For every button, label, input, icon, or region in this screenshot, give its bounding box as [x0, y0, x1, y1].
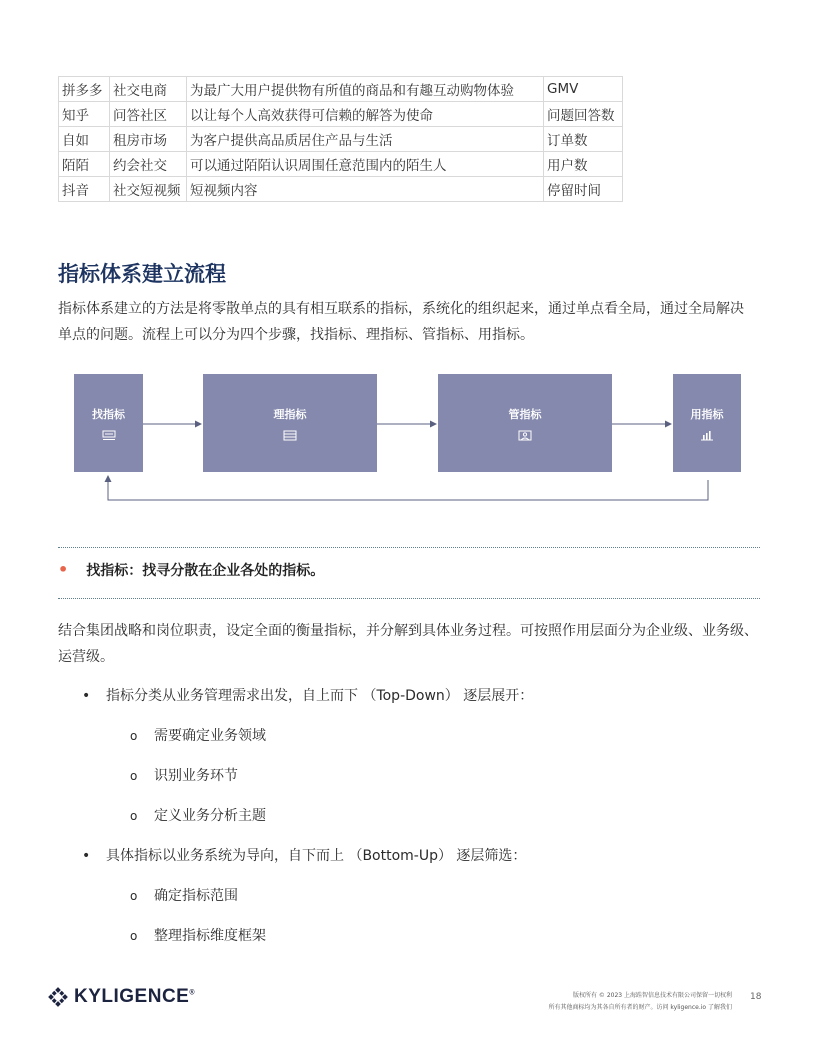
dotted-divider: [58, 547, 760, 548]
dotted-divider: [58, 598, 760, 599]
table-row: [59, 127, 623, 152]
table-cell: 短视频内容: [187, 177, 544, 202]
bullet-icon: •: [82, 848, 91, 864]
intro-line: 指标体系建立的方法是将零散单点的具有相互联系的指标，系统化的组织起来，通过单点看全局，通过全局解决: [58, 301, 744, 317]
sub-list-item: [130, 885, 238, 905]
table-cell: 为最广大用户提供物有所值的商品和有趣互动购物体验: [187, 77, 544, 102]
table-cell: 订单数: [544, 127, 623, 152]
table-cell: 租房市场: [110, 127, 187, 152]
list-item-text: 指标分类从业务管理需求出发，自上而下 （Top-Down） 逐层展开：: [106, 688, 534, 704]
step-manage-metrics: [438, 374, 612, 472]
logo-mark-icon: [48, 987, 68, 1007]
feedback-arrow: [108, 476, 708, 500]
sub-item-text: 识别业务环节: [154, 768, 238, 784]
product-table: [58, 76, 623, 202]
callout-find-metrics: [58, 560, 324, 580]
body-paragraph: [58, 618, 763, 670]
bullet-icon: •: [82, 688, 91, 704]
step-label: 找指标: [92, 407, 125, 421]
circle-bullet-icon: o: [130, 729, 138, 743]
sub-list-item: [130, 765, 238, 785]
table-cell: 问答社区: [110, 102, 187, 127]
table-cell: 知乎: [59, 102, 110, 127]
table-cell: 约会社交: [110, 152, 187, 177]
image-icon: [518, 430, 532, 441]
kyligence-logo: [48, 986, 195, 1008]
circle-bullet-icon: o: [130, 889, 138, 903]
table-cell: 可以通过陌陌认识周围任意范围内的陌生人: [187, 152, 544, 177]
table-cell: 用户数: [544, 152, 623, 177]
table-cell: 问题回答数: [544, 102, 623, 127]
list-item: [82, 845, 526, 865]
step-use-metrics: [673, 374, 741, 472]
bullet-dot-icon: •: [58, 560, 69, 579]
circle-bullet-icon: o: [130, 929, 138, 943]
table-cell: GMV: [544, 77, 623, 102]
step-label: 管指标: [508, 407, 542, 421]
step-organize-metrics: [203, 374, 377, 472]
sub-list-item: [130, 925, 266, 945]
body-line: 运营级。: [58, 649, 114, 665]
table-cell: 以让每个人高效获得可信赖的解答为使命: [187, 102, 544, 127]
sub-item-text: 整理指标维度框架: [154, 928, 266, 944]
intro-paragraph: [58, 296, 763, 348]
table-row: [59, 152, 623, 177]
table-cell: 抖音: [59, 177, 110, 202]
step-find-metrics: [74, 374, 143, 472]
sub-list-item: [130, 805, 266, 825]
list-item: [82, 685, 533, 705]
step-label: 理指标: [273, 407, 307, 421]
callout-text: 找指标：找寻分散在企业各处的指标。: [86, 563, 325, 579]
circle-bullet-icon: o: [130, 769, 138, 783]
step-label: 用指标: [690, 407, 724, 421]
copyright-line: 所有其他商标均为其各自所有者的财产。访问 kyligence.io 了解我们: [548, 1004, 732, 1011]
process-flow-diagram: [58, 366, 760, 506]
page-number: 18: [750, 992, 762, 1002]
circle-bullet-icon: o: [130, 809, 138, 823]
table-row: [59, 177, 623, 202]
table-cell: 陌陌: [59, 152, 110, 177]
table-cell: 拼多多: [59, 77, 110, 102]
sub-item-text: 需要确定业务领域: [154, 728, 266, 744]
table-cell: 社交短视频: [110, 177, 187, 202]
table-row: [59, 77, 623, 102]
list-item-text: 具体指标以业务系统为导向，自下而上 （Bottom-Up） 逐层筛选：: [106, 848, 527, 864]
bar-chart-icon: [700, 430, 714, 441]
table-row: [59, 102, 623, 127]
sub-list-item: [130, 725, 266, 745]
table-cell: 为客户提供高品质居住产品与生活: [187, 127, 544, 152]
logo-wordmark: KYLIGENCE®: [74, 986, 196, 1007]
section-title: 指标体系建立流程: [58, 262, 226, 286]
list-icon: [283, 430, 297, 441]
table-cell: 社交电商: [110, 77, 187, 102]
flow-connectors: [58, 366, 760, 506]
intro-line: 单点的问题。流程上可以分为四个步骤，找指标、理指标、管指标、用指标。: [58, 327, 534, 343]
search-list-icon: [102, 430, 116, 441]
table-cell: 自如: [59, 127, 110, 152]
sub-item-text: 定义业务分析主题: [154, 808, 266, 824]
body-line: 结合集团战略和岗位职责，设定全面的衡量指标，并分解到具体业务过程。可按照作用层面分为企业级、业务级、: [58, 623, 758, 639]
copyright-line: 版权所有 © 2023 上海跬智信息技术有限公司保留一切权利: [573, 992, 732, 999]
table-cell: 停留时间: [544, 177, 623, 202]
sub-item-text: 确定指标范围: [154, 888, 238, 904]
copyright-notice: [549, 990, 733, 1014]
